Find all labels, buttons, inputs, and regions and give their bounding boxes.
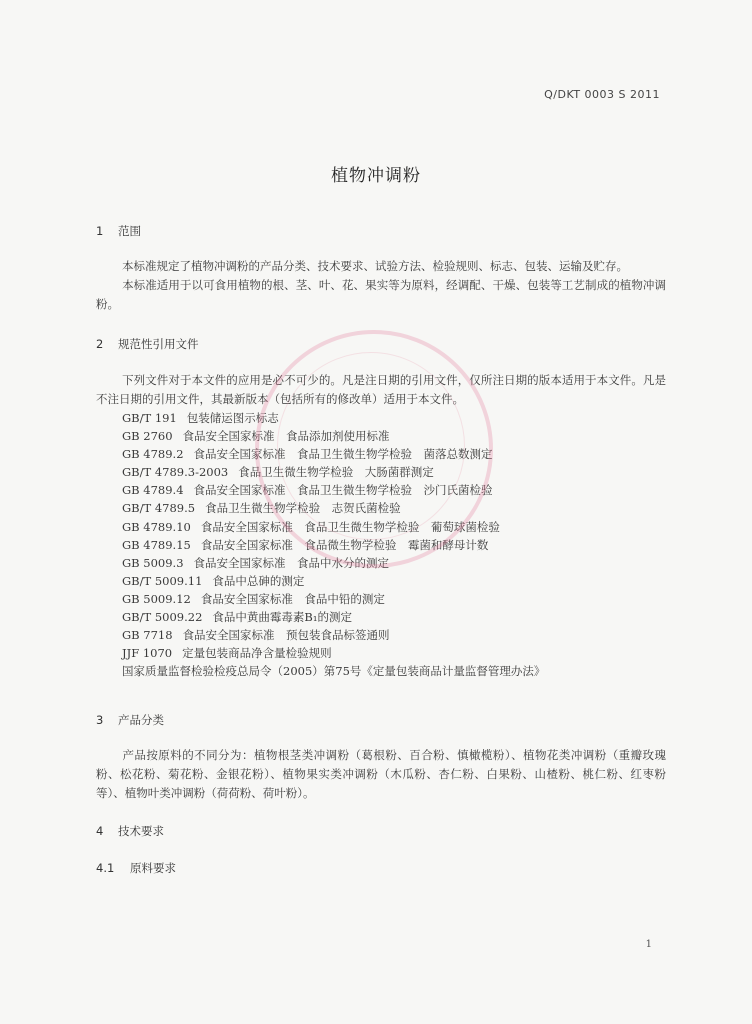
reference-code: GB 4789.4 [122, 483, 184, 498]
reference-item [122, 662, 545, 680]
reference-code: GB/T 5009.22 [122, 610, 203, 625]
reference-title: 食品安全国家标准 预包装食品标签通则 [182, 628, 390, 643]
section-number: 2 [96, 337, 104, 351]
reference-item [122, 463, 545, 481]
reference-item [122, 409, 545, 427]
section-title: 产品分类 [118, 713, 164, 727]
reference-code: GB 2760 [122, 429, 173, 444]
reference-title: 食品安全国家标准 食品中水分的测定 [193, 555, 390, 570]
section-number: 1 [96, 224, 104, 238]
paragraph-text: 本标准规定了植物冲调粉的产品分类、技术要求、试验方法、检验规则、标志、包装、运输及贮存。 [122, 259, 628, 273]
section-title: 规范性引用文件 [118, 337, 199, 351]
reference-item [122, 536, 545, 554]
reference-code: GB/T 4789.3-2003 [122, 465, 229, 480]
reference-item [122, 481, 545, 499]
reference-title: 包装储运图示标志 [186, 411, 279, 425]
reference-code: GB 4789.2 [122, 447, 184, 462]
standard-code: Q/DKT 0003 S 2011 [544, 88, 660, 101]
section-2-paragraph-1 [96, 371, 666, 409]
section-1-heading [96, 223, 141, 239]
reference-title: 食品中总砷的测定 [212, 573, 305, 588]
section-title: 技术要求 [118, 824, 164, 838]
paragraph-text: 本标准适用于以可食用植物的根、茎、叶、花、果实等为原料，经调配、干燥、包装等工艺制成的植物冲调粉。 [96, 278, 666, 311]
reference-code: GB/T 4789.5 [122, 501, 196, 516]
reference-title: 食品安全国家标准 食品卫生微生物学检验 葡萄球菌检验 [200, 519, 500, 534]
reference-item [122, 644, 545, 662]
reference-item [122, 427, 545, 445]
section-4-1-heading [96, 860, 176, 876]
reference-title: 食品安全国家标准 食品添加剂使用标准 [182, 429, 390, 444]
reference-item [122, 590, 545, 608]
document-title: 植物冲调粉 [331, 166, 421, 186]
reference-title: 食品安全国家标准 食品卫生微生物学检验 沙门氏菌检验 [193, 483, 493, 498]
section-1-paragraph-2 [96, 276, 666, 314]
section-2-heading [96, 336, 199, 352]
reference-title: 食品安全国家标准 食品卫生微生物学检验 菌落总数测定 [193, 447, 493, 462]
section-number: 3 [96, 713, 104, 727]
reference-code: GB 4789.15 [122, 537, 191, 552]
reference-code: GB/T 191 [122, 411, 177, 425]
reference-code: GB 5009.12 [122, 591, 191, 606]
reference-title: 食品卫生微生物学检验 志贺氏菌检验 [205, 501, 401, 516]
reference-code: GB 4789.10 [122, 519, 191, 534]
page-number: 1 [645, 939, 652, 950]
reference-title: 食品卫生微生物学检验 大肠菌群测定 [238, 465, 434, 480]
reference-title: 国家质量监督检验检疫总局令（2005）第75号《定量包装商品计量监督管理办法》 [122, 664, 546, 679]
reference-item [122, 626, 545, 644]
reference-list [122, 409, 545, 680]
reference-item [122, 554, 545, 572]
section-title: 原料要求 [130, 861, 176, 875]
reference-item [122, 518, 545, 536]
section-3-paragraph-1 [96, 746, 666, 803]
reference-item [122, 499, 545, 517]
reference-code: JJF 1070 [122, 646, 173, 661]
reference-title: 食品中黄曲霉毒素B₁的测定 [212, 610, 352, 625]
section-4-heading [96, 823, 164, 839]
reference-item [122, 608, 545, 626]
reference-code: GB/T 5009.11 [122, 573, 203, 588]
reference-code: GB 7718 [122, 628, 173, 643]
reference-item [122, 445, 545, 463]
section-1-paragraph-1 [96, 257, 666, 276]
paragraph-text: 产品按原料的不同分为：植物根茎类冲调粉（葛根粉、百合粉、慎橄榄粉）、植物花类冲调粉（重瓣玫瑰粉、松花粉、菊花粉、金银花粉）、植物果实类冲调粉（木瓜粉、杏仁粉、白果粉、山楂粉、桃仁粉、红枣粉等）、植物叶类冲调粉（荷荷粉、荷叶粉）。 [96, 748, 666, 800]
section-number: 4 [96, 824, 104, 838]
section-title: 范围 [118, 224, 141, 238]
section-3-heading [96, 712, 164, 728]
reference-title: 食品安全国家标准 食品微生物学检验 霉菌和酵母计数 [200, 537, 489, 552]
paragraph-text: 下列文件对于本文件的应用是必不可少的。凡是注日期的引用文件，仅所注日期的版本适用于本文件。凡是不注日期的引用文件，其最新版本（包括所有的修改单）适用于本文件。 [96, 373, 666, 406]
reference-item [122, 572, 545, 590]
section-number: 4.1 [96, 861, 115, 875]
reference-title: 食品安全国家标准 食品中铅的测定 [200, 591, 385, 606]
reference-code: GB 5009.3 [122, 555, 184, 570]
reference-title: 定量包装商品净含量检验规则 [182, 646, 332, 661]
